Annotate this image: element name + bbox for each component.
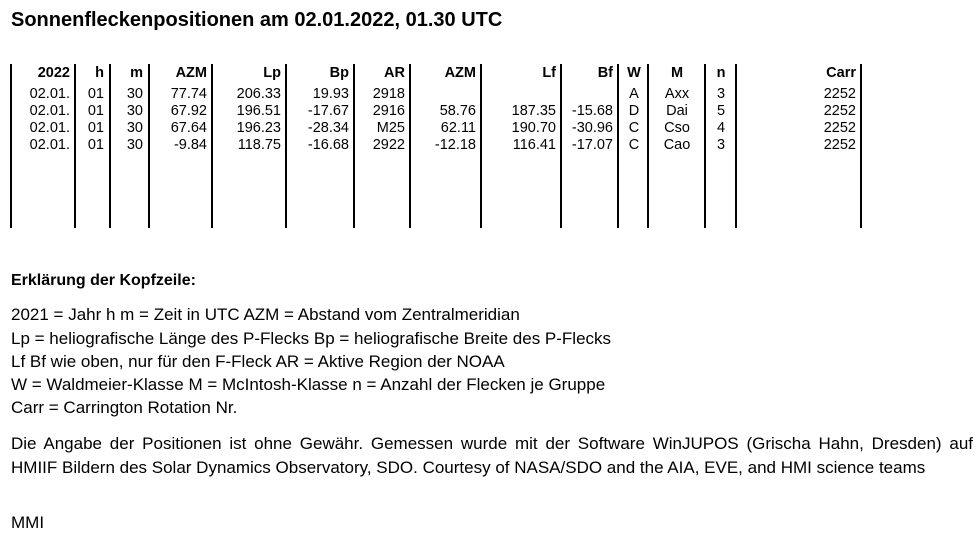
table-cell: 30 (126, 86, 143, 102)
table-cell: 206.33 (236, 86, 281, 102)
table-cell: 116.41 (512, 137, 556, 153)
table-cell: 2252 (823, 137, 856, 153)
table-header: Lp (263, 65, 281, 81)
table-cell: 02.01. (29, 86, 70, 102)
table-header: AR (384, 65, 405, 81)
table-cell: C (628, 137, 640, 153)
table-cell: 77.74 (170, 86, 207, 102)
table-cell: 190.70 (511, 120, 556, 136)
table-header: Carr (826, 65, 856, 81)
table-cell: -12.18 (434, 137, 476, 153)
table-cell: Cao (663, 137, 691, 153)
table-cell: 02.01. (29, 103, 70, 119)
table-cell: A (629, 86, 639, 102)
table-cell: Dai (666, 103, 688, 119)
sunspot-table (0, 0, 976, 240)
table-cell: D (628, 103, 640, 119)
table-cell: 2252 (823, 120, 856, 136)
table-header: m (130, 65, 143, 81)
table-cell: 67.92 (170, 103, 207, 119)
table-cell: M25 (376, 120, 405, 136)
table-cell: 02.01. (29, 120, 70, 136)
table-cell: C (628, 120, 640, 136)
table-cell: -17.67 (307, 103, 349, 119)
table-cell: -30.96 (571, 120, 613, 136)
table-header: Bf (597, 65, 613, 81)
table-header: M (670, 65, 684, 81)
table-cell: 2918 (372, 86, 405, 102)
table-cell: 01 (87, 86, 104, 102)
table-cell: 19.93 (312, 86, 349, 102)
table-header: Lf (542, 65, 556, 81)
table-cell: 5 (716, 103, 726, 119)
table-cell: -15.68 (571, 103, 613, 119)
explanation-line: Lp = heliografische Länge des P-Flecks Bp = heliografische Breite des P-Flecks (11, 329, 612, 348)
table-cell: 01 (87, 103, 104, 119)
explanation-line: W = Waldmeier-Klasse M = McIntosh-Klasse n = Anzahl der Flecken je Gruppe (11, 375, 606, 394)
table-cell: -16.68 (307, 137, 349, 153)
table-cell: 3 (716, 137, 726, 153)
table-cell: Cso (664, 120, 690, 136)
table-cell: 67.64 (170, 120, 207, 136)
table-cell: 3 (716, 86, 726, 102)
table-header: W (627, 65, 641, 81)
table-header: 2022 (37, 65, 70, 81)
table-cell: 2252 (823, 103, 856, 119)
table-cell: Axx (664, 86, 690, 102)
table-cell: 62.11 (440, 120, 476, 136)
table-cell: 4 (716, 120, 726, 136)
page-title: Sonnenfleckenpositionen am 02.01.2022, 01.30 UTC (11, 9, 503, 31)
table-cell: 30 (126, 120, 143, 136)
table-cell: 196.51 (236, 103, 281, 119)
disclaimer-text: Die Angabe der Positionen ist ohne Gewähr. Gemessen wurde mit der Software WinJUPOS (Grischa Hahn, Dresden) auf HMIIF Bildern des Solar Dynamics Observatory, SDO. Courtesy of NASA/SDO and the AIA, EVE, and HMI science teams (11, 434, 973, 477)
explanation-line: Carr = Carrington Rotation Nr. (11, 398, 238, 417)
table-cell: -17.07 (571, 137, 613, 153)
explanation-line: Lf Bf wie oben, nur für den F-Fleck AR = Aktive Region der NOAA (11, 352, 505, 371)
table-header: AZM (175, 65, 207, 81)
table-header: n (716, 65, 726, 81)
table-cell: 58.76 (439, 103, 476, 119)
table-cell: 30 (126, 103, 143, 119)
explanation-heading: Erklärung der Kopfzeile: (11, 272, 196, 289)
table-cell: 196.23 (236, 120, 281, 136)
table-cell: -9.84 (173, 137, 207, 153)
table-cell: 01 (87, 137, 104, 153)
table-cell: 30 (126, 137, 143, 153)
table-header: h (95, 65, 104, 81)
table-cell: -28.34 (307, 120, 349, 136)
table-header: AZM (444, 65, 476, 81)
table-cell: 118.75 (237, 137, 281, 153)
table-column-divider (860, 64, 862, 228)
table-cell: 01 (87, 120, 104, 136)
signature: MMI (11, 513, 45, 532)
explanation-line: 2021 = Jahr h m = Zeit in UTC AZM = Abstand vom Zentralmeridian (11, 305, 520, 324)
table-cell: 2252 (823, 86, 856, 102)
table-cell: 2916 (372, 103, 405, 119)
table-cell: 187.35 (511, 103, 556, 119)
table-cell: 2922 (372, 137, 405, 153)
table-header: Bp (329, 65, 349, 81)
table-cell: 02.01. (29, 137, 70, 153)
